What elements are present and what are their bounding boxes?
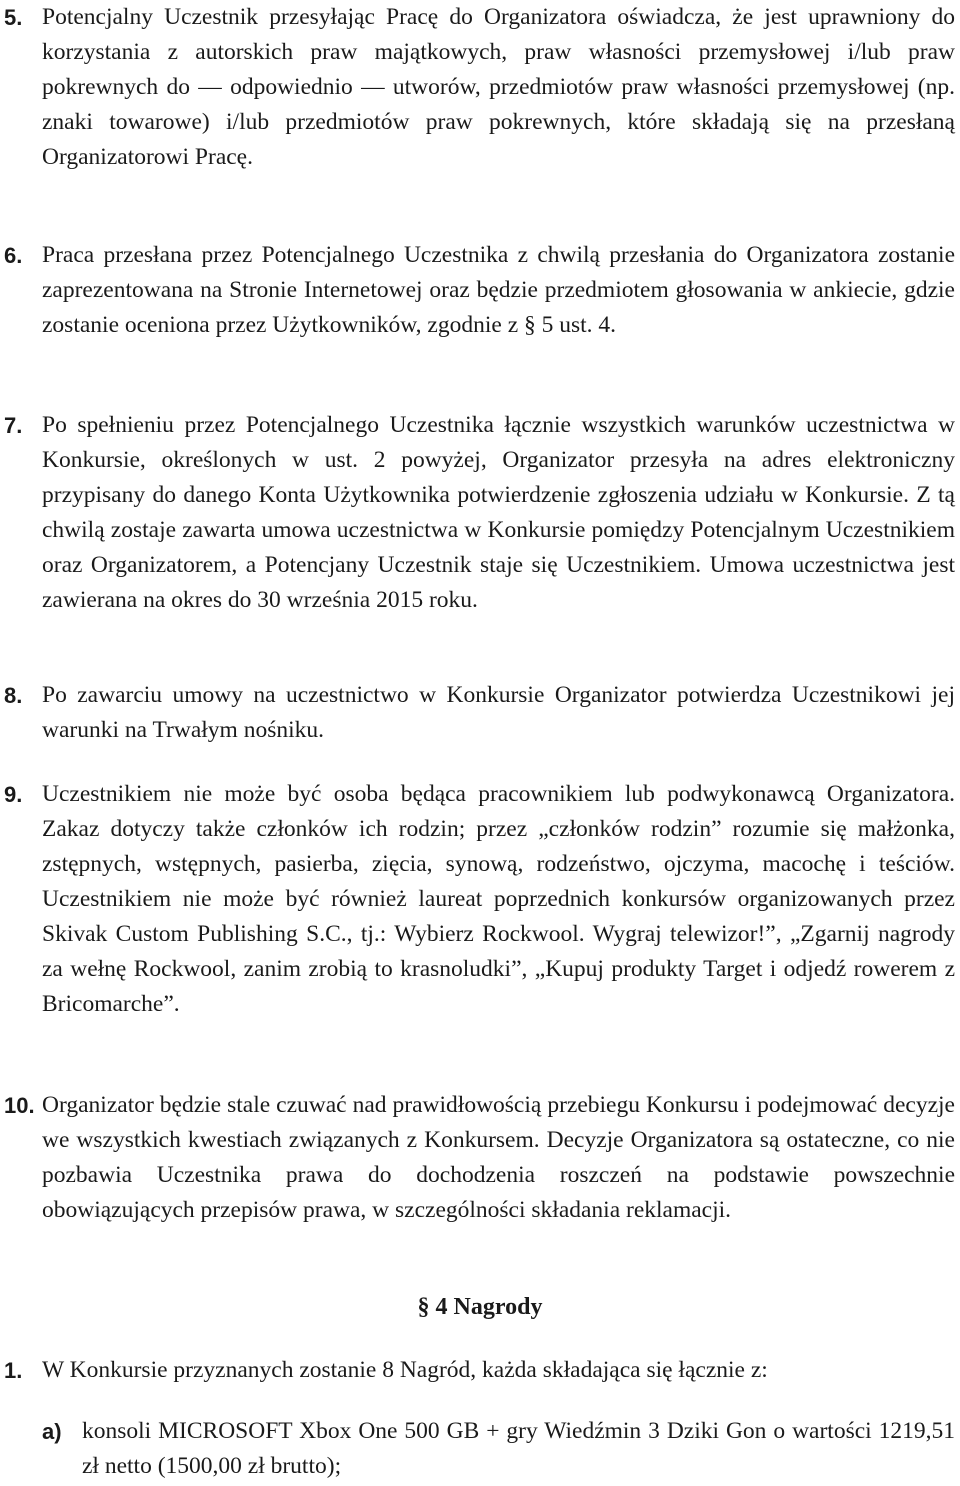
sub-item-text: konsoli MICROSOFT Xbox One 500 GB + gry Wiedźmin 3 Dziki Gon o wartości 1219,51 zł netto (1500,00 zł brutto); [82,1418,955,1479]
prizes-number: 1. [4,1358,23,1383]
section-number: 6. [4,243,23,268]
section-number: 9. [4,782,23,807]
section-text: Praca przesłana przez Potencjalnego Uczestnika z chwilą przesłania do Organizatora zostanie zaprezentowana na Stronie Internetowej oraz będzie przedmiotem głosowania w ankiecie, gdzie zostanie oceniona przez Użytkowników, zgodnie z § 5 ust. 4. [42,242,955,338]
sub-item-letter: a) [42,1419,62,1444]
section-text: Po zawarciu umowy na uczestnictwo w Konkursie Organizator potwierdza Uczestnikowi jej warunki na Trwałym nośniku. [42,682,955,743]
section-text: Uczestnikiem nie może być osoba będąca pracownikiem lub podwykonawcą Organizatora. Zakaz dotyczy także członków ich rodzin; przez „członków rodzin” rozumie się małżonka, zstępnych, wstępnych, pasierba, zięcia, synową, rodzeństwo, ojczyma, macochę i teściów. Uczestnikiem nie może być również laureat poprzednich konkursów organizowanych przez Skivak Custom Publishing S.C., tj.: Wybierz Rockwool. Wygraj telewizor!”, „Zgarnij nagrody za wełnę Rockwool, zanim zrobią to krasnoludki”, „Kupuj produkty Target i odjedź rowerem z Bricomarche”. [42,781,955,1017]
section-number: 10. [4,1093,35,1118]
section-text: Potencjalny Uczestnik przesyłając Pracę do Organizatora oświadcza, że jest uprawniony do korzystania z autorskich praw majątkowych, praw własności przemysłowej i/lub praw pokrewnych do — odpowiednio — utworów, przedmiotów praw własności przemysłowej (np. znaki towarowe) i/lub przedmiotów praw pokrewnych, które składają się na przesłaną Organizatorowi Pracę. [42,4,955,170]
prizes-text: W Konkursie przyznanych zostanie 8 Nagród, każda składająca się łącznie z: [42,1357,768,1383]
section-number: 5. [4,5,23,30]
section-heading: § 4 Nagrody [417,1294,543,1320]
section-text: Organizator będzie stale czuwać nad prawidłowością przebiegu Konkursu i podejmować decyzje we wszystkich kwestiach związanych z Konkursem. Decyzje Organizatora są ostateczne, co nie pozbawia Uczestnika prawa do dochodzenia roszczeń na podstawie powszechnie obowiązujących przepisów prawa, w szczególności składania reklamacji. [42,1092,955,1223]
section-text: Po spełnieniu przez Potencjalnego Uczestnika łącznie wszystkich warunków uczestnictwa w Konkursie, określonych w ust. 2 powyżej, Organizator przesyła na adres elektroniczny przypisany do danego Konta Użytkownika potwierdzenie zgłoszenia udziału w Konkursie. Z tą chwilą zostaje zawarta umowa uczestnictwa w Konkursie pomiędzy Potencjalnym Uczestnikiem oraz Organizatorem, a Potencjany Uczestnik staje się Uczestnikiem. Umowa uczestnictwa jest zawierana na okres do 30 września 2015 roku. [42,412,955,613]
section-number: 7. [4,413,23,438]
section-number: 8. [4,683,23,708]
